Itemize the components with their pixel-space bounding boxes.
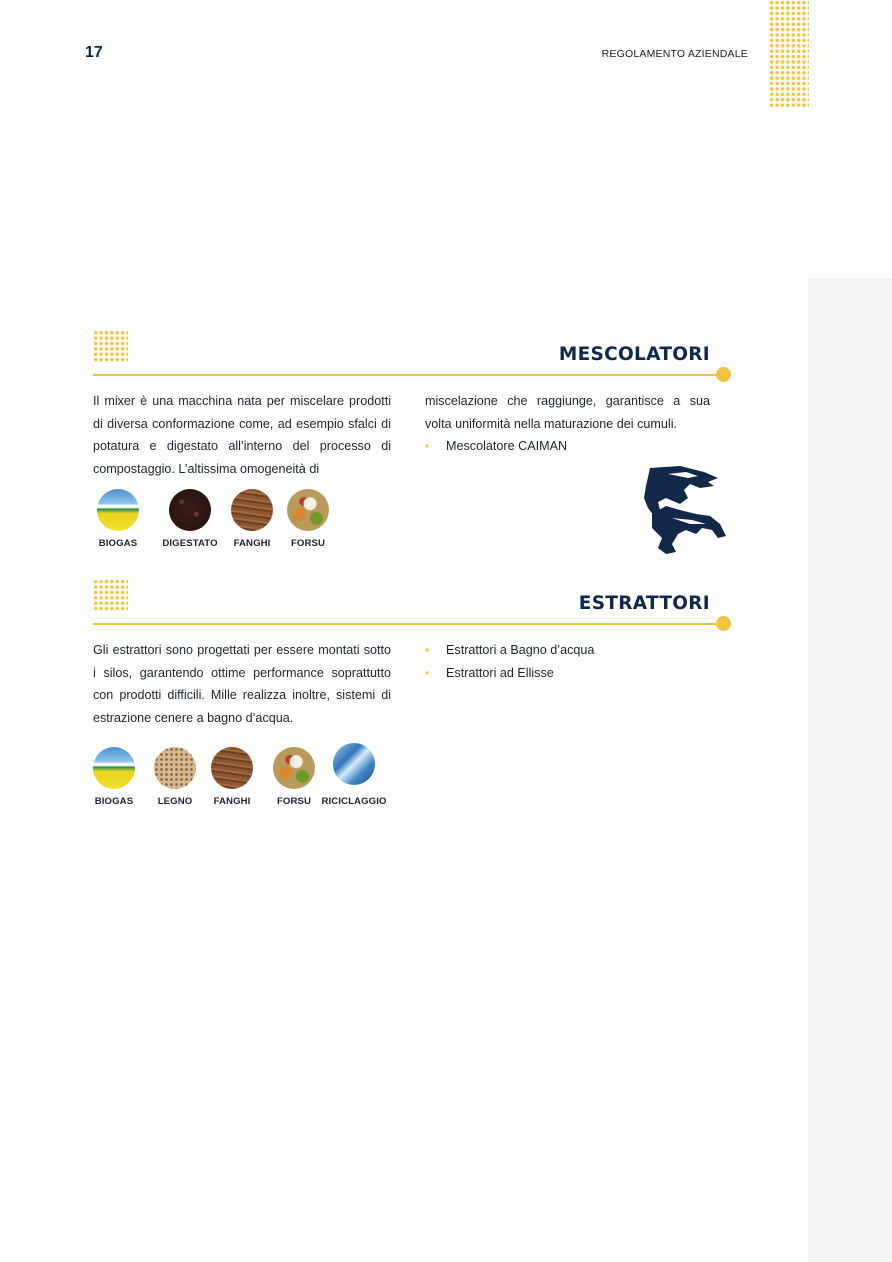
crocodile-icon <box>640 464 728 556</box>
section-dot-pattern <box>93 330 128 363</box>
material-fanghi: FANGHI <box>192 747 272 807</box>
fanghi-image <box>211 747 253 789</box>
section-paragraph: Gli estrattori sono progettati per essere montati sotto i silos, garantendo ottime performance soprattutto con prodotti difficili. Mille realizza inoltre, sistemi di estrazione cenere a bagno d’acqua. <box>93 643 391 725</box>
forsu-image <box>287 489 329 531</box>
list-item: • Estrattori a Bagno d’acqua <box>425 639 594 662</box>
material-riciclaggio: RICICLAGGIO <box>314 743 394 807</box>
section-dot-pattern <box>93 579 128 612</box>
list-item: • Mescolatore CAIMAN <box>425 435 567 458</box>
section-divider <box>93 374 720 376</box>
material-biogas: BIOGAS <box>74 747 154 807</box>
running-header: REGOLAMENTO AZIENDALE <box>601 48 748 60</box>
side-panel <box>808 278 892 1262</box>
section-divider <box>93 623 720 625</box>
bullet-icon: • <box>425 439 430 453</box>
material-biogas: BIOGAS <box>78 489 158 549</box>
section-title: MESCOLATORI <box>558 344 710 365</box>
biogas-image <box>93 747 135 789</box>
section-paragraph: Il mixer è una macchina nata per miscelare prodotti di diversa conformazione come, ad esempio sfalci di potatura e digestato all’interno del processo di compostaggio. L’altissima omogeneità di <box>93 394 391 476</box>
material-fanghi: FANGHI <box>212 489 292 549</box>
section-title: ESTRATTORI <box>578 593 710 614</box>
biogas-image <box>97 489 139 531</box>
material-legno: LEGNO <box>135 747 215 807</box>
forsu-image <box>273 747 315 789</box>
list-item: • Estrattori ad Ellisse <box>425 662 594 685</box>
bullet-icon: • <box>425 665 430 680</box>
section-paragraph-continued: miscelazione che raggiunge, garantisce a sua volta uniformità nella maturazione dei cumuli. <box>425 394 710 431</box>
page-number: 17 <box>85 44 103 61</box>
product-list <box>425 639 594 684</box>
section-divider-dot <box>716 616 731 631</box>
riciclaggio-image <box>333 743 375 785</box>
material-forsu: FORSU <box>254 747 334 807</box>
digestato-image <box>169 489 211 531</box>
product-list <box>425 435 567 458</box>
material-forsu: FORSU <box>268 489 348 549</box>
decorative-dot-pattern <box>769 0 809 108</box>
section-divider-dot <box>716 367 731 382</box>
bullet-icon: • <box>425 643 430 657</box>
legno-image <box>154 747 196 789</box>
material-digestato: DIGESTATO <box>150 489 230 549</box>
fanghi-image <box>231 489 273 531</box>
